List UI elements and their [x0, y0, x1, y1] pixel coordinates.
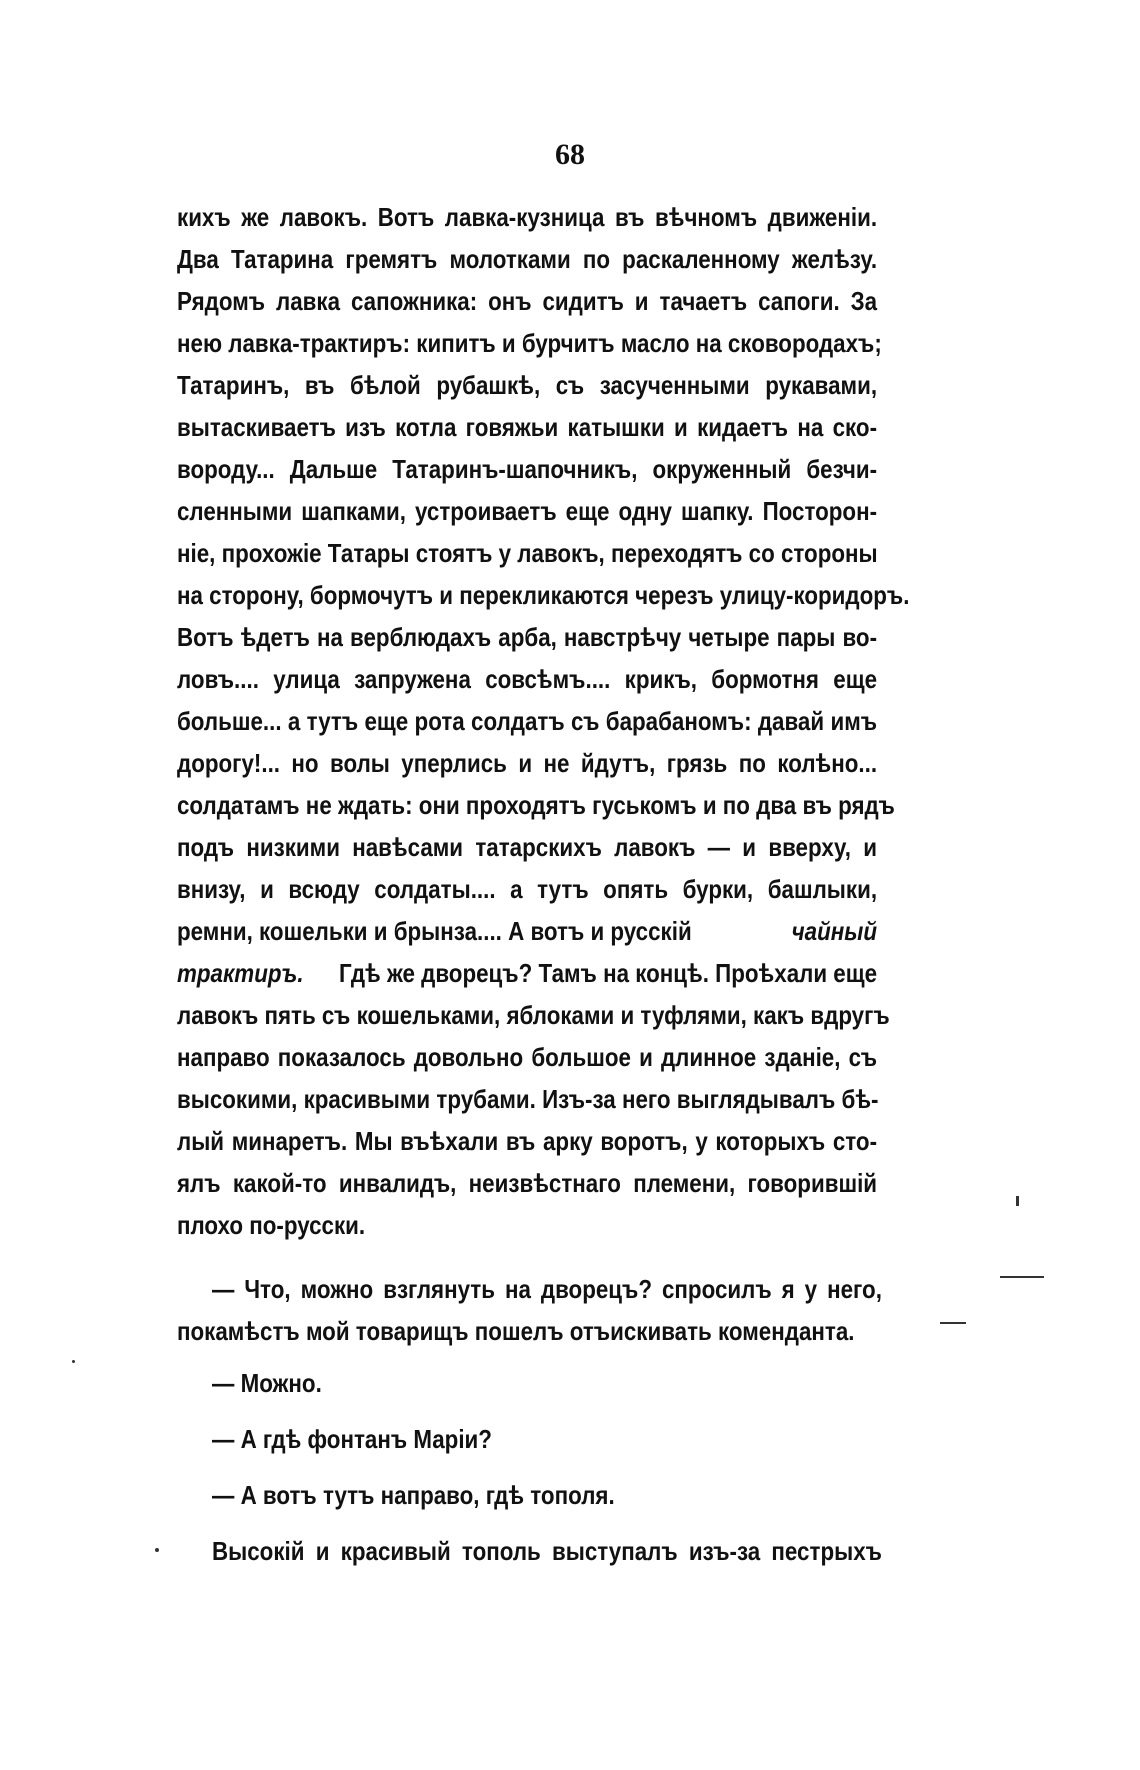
text-line: Рядомъ лавка сапожника: онъ сидитъ и тачаетъ сапоги. За [177, 286, 878, 316]
text-line: ялъ какой-то инвалидъ, неизвѣстнаго племени, говорившiй [177, 1168, 878, 1198]
italic-span: чайный [791, 916, 878, 946]
scan-mark [72, 1360, 75, 1363]
dialogue-line: — А гдѣ фонтанъ Марiи? [212, 1424, 492, 1454]
text-line: ловъ.... улица запружена совсѣмъ.... крикъ, бормотня еще [177, 664, 878, 694]
text-line: плохо по-русски. [177, 1210, 366, 1240]
italic-span: трактиръ. [177, 958, 304, 988]
text-line: на сторону, бормочутъ и перекликаются черезъ улицу-коридоръ. [177, 580, 910, 610]
dialogue-line: — А вотъ тутъ направо, гдѣ тополя. [212, 1480, 615, 1510]
text-line: Два Татарина гремятъ молотками по раскаленному желѣзу. [177, 244, 878, 274]
text-line: вытаскиваетъ изъ котла говяжьи катышки и кидаетъ на ско- [177, 412, 878, 442]
text-line: Высокiй и красивый тополь выступалъ изъ-за пестрыхъ [212, 1536, 882, 1566]
text-line: лавокъ пять съ кошельками, яблоками и туфлями, какъ вдругъ [177, 1000, 890, 1030]
text-line: солдатамъ не ждать: они проходятъ гуськомъ и по два въ рядъ [177, 790, 895, 820]
text-line: Вотъ ѣдетъ на верблюдахъ арба, навстрѣчу четыре пары во- [177, 622, 878, 652]
dialogue-line: — Что, можно взглянуть на дворецъ? спросилъ я у него, [212, 1274, 882, 1304]
text-line: кихъ же лавокъ. Вотъ лавка-кузница въ вѣчномъ движенiи. [177, 202, 878, 232]
dialogue-line: — Можно. [212, 1368, 322, 1398]
text-span: ремни, кошельки и брынза.... А вотъ и русскiй [177, 916, 692, 946]
text-line [177, 910, 877, 952]
scan-mark [940, 1322, 966, 1324]
text-line: подъ низкими навѣсами татарскихъ лавокъ — и вверху, и [177, 832, 878, 862]
scan-mark [1016, 1196, 1019, 1206]
text-line: вороду... Дальше Татаринъ-шапочникъ, окруженный безчи- [177, 454, 878, 484]
dialogue-line: покамѣстъ мой товарищъ пошелъ отъискивать коменданта. [177, 1316, 855, 1346]
scan-mark [155, 1548, 159, 1552]
text-line: высокими, красивыми трубами. Изъ-за него выглядывалъ бѣ- [177, 1084, 879, 1114]
text-line: сленными шапками, устроиваетъ еще одну шапку. Посторон- [177, 496, 878, 526]
text-line: дорогу!... но волы уперлись и не йдутъ, грязь по колѣно... [177, 748, 878, 778]
text-line: больше... а тутъ еще рота солдатъ съ барабаномъ: давай имъ [177, 706, 878, 736]
text-line: Татаринъ, въ бѣлой рубашкѣ, съ засученными рукавами, [177, 370, 878, 400]
text-line: направо показалось довольно большое и длинное зданiе, съ [177, 1042, 878, 1072]
text-line: нею лавка-трактиръ: кипитъ и бурчитъ масло на сковородахъ; [177, 328, 882, 358]
text-line: внизу, и всюду солдаты.... а тутъ опять бурки, башлыки, [177, 874, 878, 904]
scan-mark [1000, 1276, 1044, 1278]
text-line: лый минаретъ. Мы въѣхали въ арку воротъ, у которыхъ сто- [177, 1126, 878, 1156]
page-number: 68 [555, 138, 585, 171]
text-line [177, 952, 877, 994]
text-span: Гдѣ же дворецъ? Тамъ на концѣ. Проѣхали еще [339, 958, 878, 988]
text-line: нiе, прохожiе Татары стоятъ у лавокъ, переходятъ со стороны [177, 538, 878, 568]
